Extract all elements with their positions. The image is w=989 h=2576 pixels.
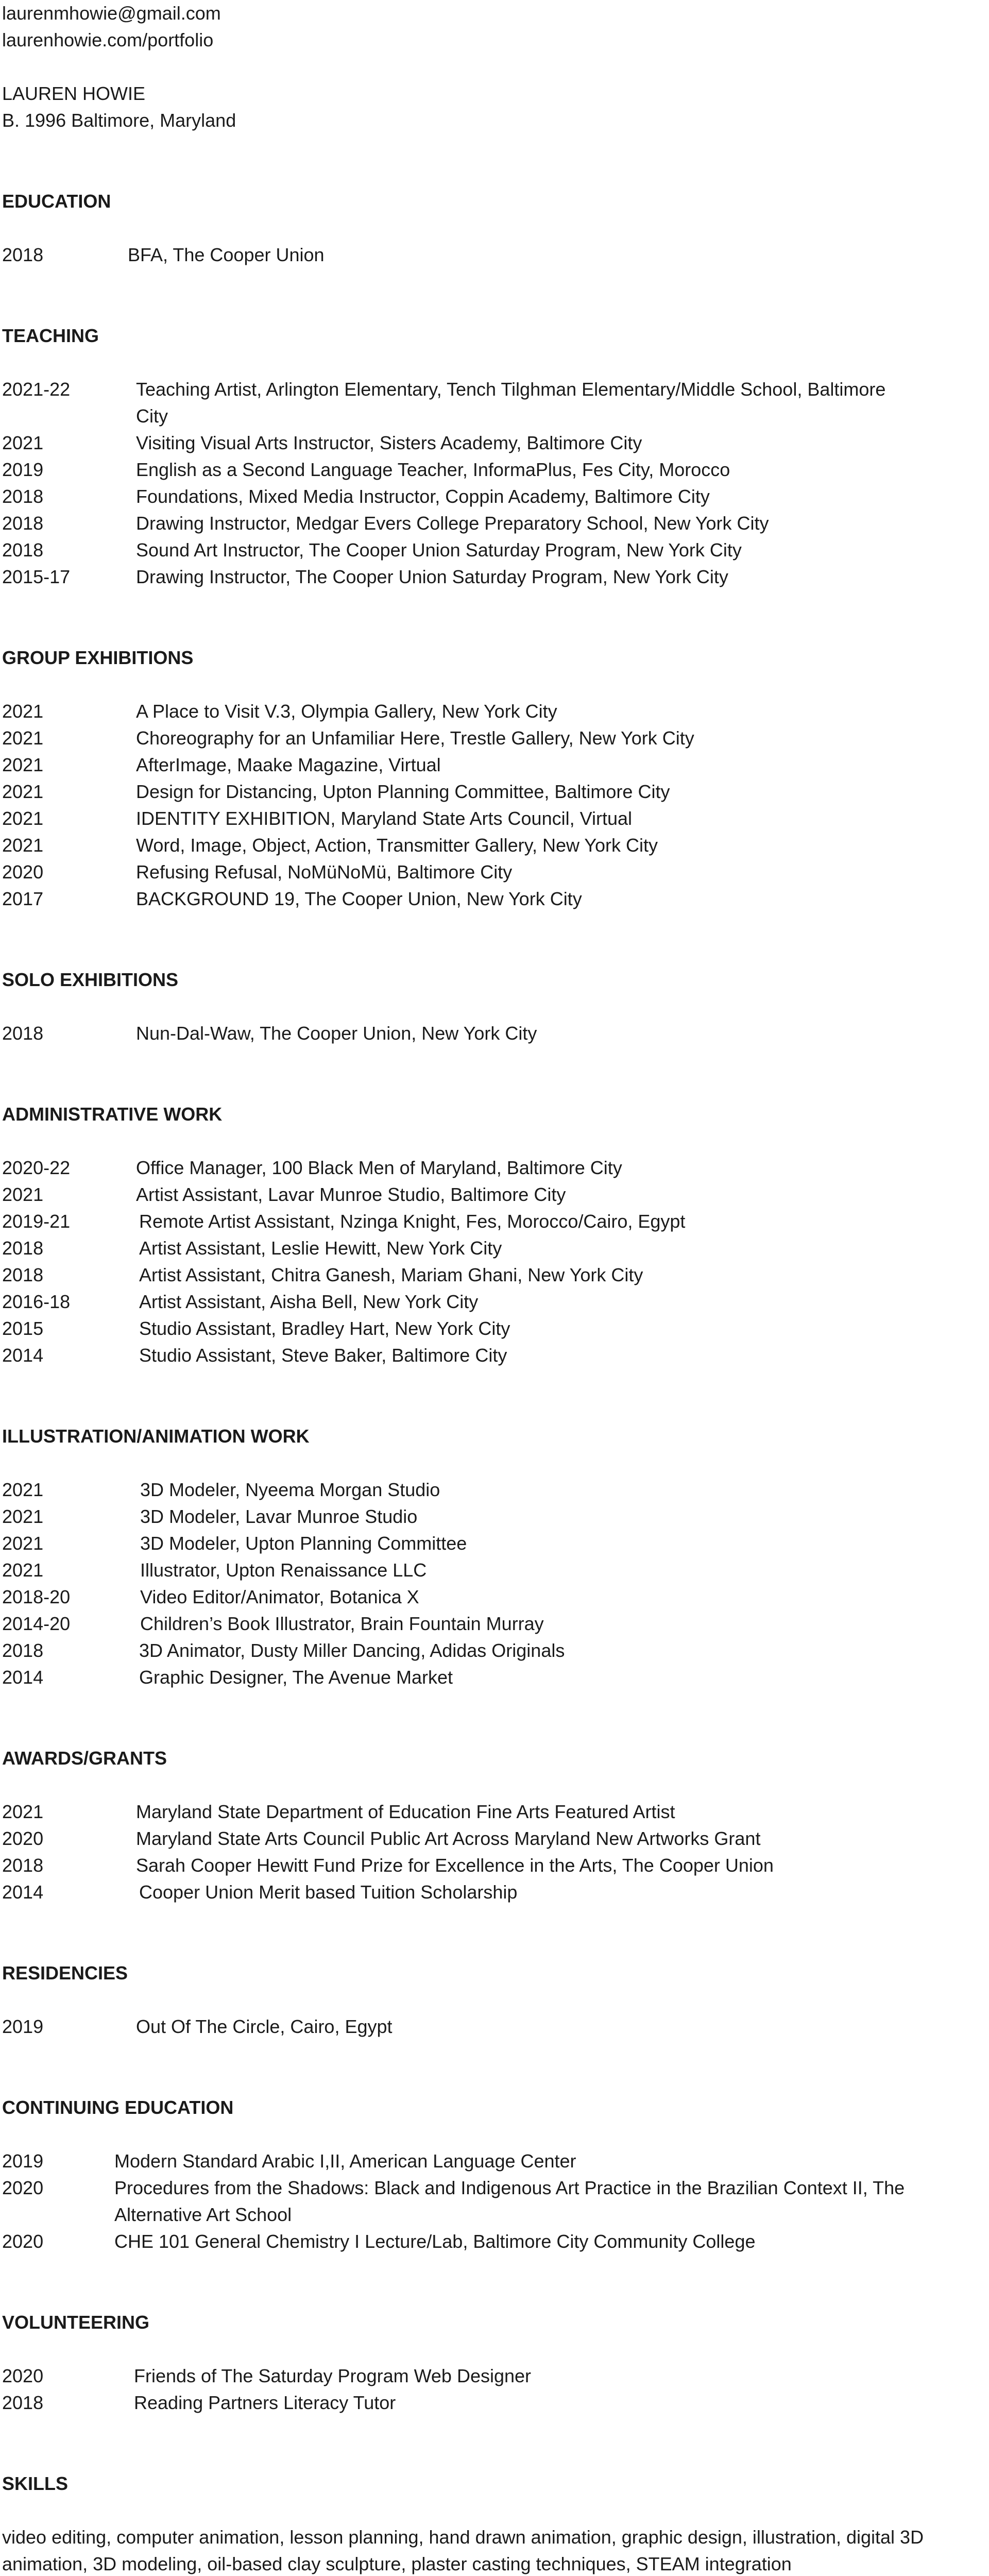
section-title: AWARDS/GRANTS xyxy=(2,1748,167,1769)
item-year: 2018 xyxy=(2,1238,44,1259)
section-group-exhibitions xyxy=(2,645,989,912)
item-text: Remote Artist Assistant, Nzinga Knight, Fes, Morocco/Cairo, Egypt xyxy=(139,1211,686,1232)
item-year: 2018 xyxy=(2,1023,44,1044)
item-year: 2018-20 xyxy=(2,1586,71,1607)
list-item xyxy=(2,1584,989,1611)
item-year: 2021 xyxy=(2,432,44,453)
email-link[interactable]: laurenmhowie@gmail.com xyxy=(2,3,221,24)
list-item xyxy=(2,832,989,859)
item-year: 2021 xyxy=(2,701,44,722)
list-item xyxy=(2,1477,989,1503)
item-year: 2020 xyxy=(2,2365,44,2386)
item-year: 2020 xyxy=(2,2177,44,2198)
item-text: IDENTITY EXHIBITION, Maryland State Arts Council, Virtual xyxy=(136,808,632,829)
item-text: Video Editor/Animator, Botanica X xyxy=(140,1586,419,1607)
item-text: Artist Assistant, Chitra Ganesh, Mariam Ghani, New York City xyxy=(139,1264,643,1285)
list-item xyxy=(2,698,989,725)
list-item xyxy=(2,805,989,832)
item-year: 2021 xyxy=(2,781,44,802)
item-text: 3D Modeler, Nyeema Morgan Studio xyxy=(140,1479,440,1500)
section-skills xyxy=(2,2470,989,2576)
item-text: BACKGROUND 19, The Cooper Union, New York City xyxy=(136,888,582,909)
list-item xyxy=(2,1825,989,1852)
list-item xyxy=(2,886,989,912)
item-year: 2018 xyxy=(2,1264,44,1285)
item-text: Out Of The Circle, Cairo, Egypt xyxy=(136,2016,393,2037)
item-year: 2021 xyxy=(2,1560,44,1581)
list-item xyxy=(2,2228,989,2255)
item-text: Foundations, Mixed Media Instructor, Coppin Academy, Baltimore City xyxy=(136,486,710,507)
list-item xyxy=(2,2363,989,2389)
item-text: Procedures from the Shadows: Black and Indigenous Art Practice in the Brazilian Context II, The Alternative Art School xyxy=(114,2177,905,2225)
list-item xyxy=(2,1530,989,1557)
item-year: 2021-22 xyxy=(2,379,71,400)
item-text: Studio Assistant, Steve Baker, Baltimore City xyxy=(139,1345,507,1366)
section-residencies xyxy=(2,1960,989,2040)
list-item xyxy=(2,2175,989,2228)
item-year: 2018 xyxy=(2,486,44,507)
item-text: Modern Standard Arabic I,II, American Language Center xyxy=(114,2150,576,2172)
item-year: 2021 xyxy=(2,1533,44,1554)
list-item xyxy=(2,1315,989,1342)
item-year: 2019 xyxy=(2,2150,44,2172)
skills-text: video editing, computer animation, lesson planning, hand drawn animation, graphic design, illustration, digital 3D animation, 3D modeling, oil-based clay sculpture, plaster casting techniques, STEAM integration xyxy=(2,2527,924,2574)
section-title: ILLUSTRATION/ANIMATION WORK xyxy=(2,1426,310,1447)
item-text: Artist Assistant, Aisha Bell, New York City xyxy=(139,1291,479,1312)
item-year: 2020-22 xyxy=(2,1157,71,1178)
item-year: 2018 xyxy=(2,2392,44,2413)
item-text: 3D Modeler, Lavar Munroe Studio xyxy=(140,1506,418,1527)
item-year: 2019 xyxy=(2,2016,44,2037)
item-text: Choreography for an Unfamiliar Here, Trestle Gallery, New York City xyxy=(136,727,694,749)
contact-block xyxy=(2,0,989,54)
item-year: 2015 xyxy=(2,1318,44,1339)
list-item xyxy=(2,242,989,268)
artist-name: LAUREN HOWIE xyxy=(2,83,146,104)
item-text: Graphic Designer, The Avenue Market xyxy=(139,1667,453,1688)
item-text: English as a Second Language Teacher, InformaPlus, Fes City, Morocco xyxy=(136,459,730,480)
list-item xyxy=(2,1664,989,1691)
item-year: 2021 xyxy=(2,808,44,829)
item-year: 2021 xyxy=(2,754,44,775)
item-text: Drawing Instructor, Medgar Evers College Preparatory School, New York City xyxy=(136,513,769,534)
item-text: Maryland State Arts Council Public Art Across Maryland New Artworks Grant xyxy=(136,1828,761,1849)
list-item xyxy=(2,1262,989,1289)
item-year: 2018 xyxy=(2,1640,44,1661)
section-solo-exhibitions xyxy=(2,967,989,1047)
item-text: Friends of The Saturday Program Web Designer xyxy=(134,2365,532,2386)
item-text: Artist Assistant, Leslie Hewitt, New York City xyxy=(139,1238,502,1259)
item-year: 2021 xyxy=(2,727,44,749)
list-item xyxy=(2,1155,989,1181)
section-education xyxy=(2,188,989,268)
birth-info: B. 1996 Baltimore, Maryland xyxy=(2,110,236,131)
list-item xyxy=(2,1879,989,1906)
list-item xyxy=(2,752,989,778)
section-title: GROUP EXHIBITIONS xyxy=(2,647,194,668)
item-year: 2015-17 xyxy=(2,566,71,587)
list-item xyxy=(2,725,989,752)
list-item xyxy=(2,1799,989,1825)
item-year: 2018 xyxy=(2,513,44,534)
list-item xyxy=(2,1289,989,1315)
item-text: Design for Distancing, Upton Planning Committee, Baltimore City xyxy=(136,781,670,802)
section-title: SKILLS xyxy=(2,2473,69,2494)
list-item xyxy=(2,1852,989,1879)
item-year: 2020 xyxy=(2,1828,44,1849)
list-item xyxy=(2,510,989,537)
item-text: CHE 101 General Chemistry I Lecture/Lab, Baltimore City Community College xyxy=(114,2231,756,2252)
item-year: 2021 xyxy=(2,1479,44,1500)
item-text: 3D Modeler, Upton Planning Committee xyxy=(140,1533,467,1554)
item-text: Children’s Book Illustrator, Brain Fountain Murray xyxy=(140,1613,544,1634)
item-year: 2014 xyxy=(2,1345,44,1366)
item-year: 2017 xyxy=(2,888,44,909)
item-year: 2016-18 xyxy=(2,1291,71,1312)
item-text: Visiting Visual Arts Instructor, Sisters Academy, Baltimore City xyxy=(136,432,642,453)
item-text: AfterImage, Maake Magazine, Virtual xyxy=(136,754,441,775)
section-title: SOLO EXHIBITIONS xyxy=(2,969,179,990)
list-item xyxy=(2,430,989,456)
list-item xyxy=(2,2148,989,2175)
item-text: Drawing Instructor, The Cooper Union Saturday Program, New York City xyxy=(136,566,728,587)
list-item xyxy=(2,1637,989,1664)
section-volunteering xyxy=(2,2309,989,2416)
item-year: 2018 xyxy=(2,539,44,561)
list-item xyxy=(2,456,989,483)
list-item xyxy=(2,778,989,805)
list-item xyxy=(2,376,989,430)
section-teaching xyxy=(2,323,989,590)
list-item xyxy=(2,483,989,510)
item-text: Sound Art Instructor, The Cooper Union Saturday Program, New York City xyxy=(136,539,742,561)
item-year: 2021 xyxy=(2,1506,44,1527)
item-year: 2019 xyxy=(2,459,44,480)
item-year: 2019-21 xyxy=(2,1211,71,1232)
list-item xyxy=(2,2389,989,2416)
section-illustration-animation xyxy=(2,1423,989,1691)
item-text: Studio Assistant, Bradley Hart, New York City xyxy=(139,1318,510,1339)
section-continuing-education xyxy=(2,2094,989,2255)
section-title: CONTINUING EDUCATION xyxy=(2,2097,234,2118)
list-item xyxy=(2,1181,989,1208)
item-year: 2018 xyxy=(2,1855,44,1876)
section-title: EDUCATION xyxy=(2,191,111,212)
item-year: 2014-20 xyxy=(2,1613,71,1634)
item-text: A Place to Visit V.3, Olympia Gallery, New York City xyxy=(136,701,557,722)
list-item xyxy=(2,1235,989,1262)
list-item xyxy=(2,2013,989,2040)
item-year: 2020 xyxy=(2,2231,44,2252)
item-year: 2014 xyxy=(2,1882,44,1903)
item-text: BFA, The Cooper Union xyxy=(128,244,325,265)
list-item xyxy=(2,1342,989,1369)
item-text: Office Manager, 100 Black Men of Maryland, Baltimore City xyxy=(136,1157,622,1178)
list-item xyxy=(2,564,989,590)
item-year: 2018 xyxy=(2,244,44,265)
section-title: RESIDENCIES xyxy=(2,1962,128,1984)
item-text: 3D Animator, Dusty Miller Dancing, Adidas Originals xyxy=(139,1640,565,1661)
website-link[interactable]: laurenhowie.com/portfolio xyxy=(2,29,214,50)
name-block xyxy=(2,80,989,134)
item-text: Sarah Cooper Hewitt Fund Prize for Excellence in the Arts, The Cooper Union xyxy=(136,1855,774,1876)
item-text: Artist Assistant, Lavar Munroe Studio, Baltimore City xyxy=(136,1184,566,1205)
section-administrative-work xyxy=(2,1101,989,1369)
item-text: Illustrator, Upton Renaissance LLC xyxy=(140,1560,427,1581)
item-year: 2020 xyxy=(2,861,44,883)
list-item xyxy=(2,1503,989,1530)
section-awards-grants xyxy=(2,1745,989,1906)
list-item xyxy=(2,1557,989,1584)
list-item xyxy=(2,1020,989,1047)
section-title: VOLUNTEERING xyxy=(2,2312,150,2333)
list-item xyxy=(2,1611,989,1637)
item-text: Maryland State Department of Education Fine Arts Featured Artist xyxy=(136,1801,675,1822)
item-text: Word, Image, Object, Action, Transmitter Gallery, New York City xyxy=(136,835,658,856)
section-title: ADMINISTRATIVE WORK xyxy=(2,1104,223,1125)
item-text: Teaching Artist, Arlington Elementary, Tench Tilghman Elementary/Middle School, Baltimore City xyxy=(136,379,886,427)
list-item xyxy=(2,537,989,564)
item-year: 2021 xyxy=(2,835,44,856)
item-year: 2014 xyxy=(2,1667,44,1688)
section-title: TEACHING xyxy=(2,325,99,346)
item-year: 2021 xyxy=(2,1184,44,1205)
item-text: Reading Partners Literacy Tutor xyxy=(134,2392,396,2413)
item-year: 2021 xyxy=(2,1801,44,1822)
item-text: Nun-Dal-Waw, The Cooper Union, New York City xyxy=(136,1023,537,1044)
list-item xyxy=(2,1208,989,1235)
item-text: Refusing Refusal, NoMüNoMü, Baltimore City xyxy=(136,861,513,883)
item-text: Cooper Union Merit based Tuition Scholarship xyxy=(139,1882,518,1903)
list-item xyxy=(2,859,989,886)
